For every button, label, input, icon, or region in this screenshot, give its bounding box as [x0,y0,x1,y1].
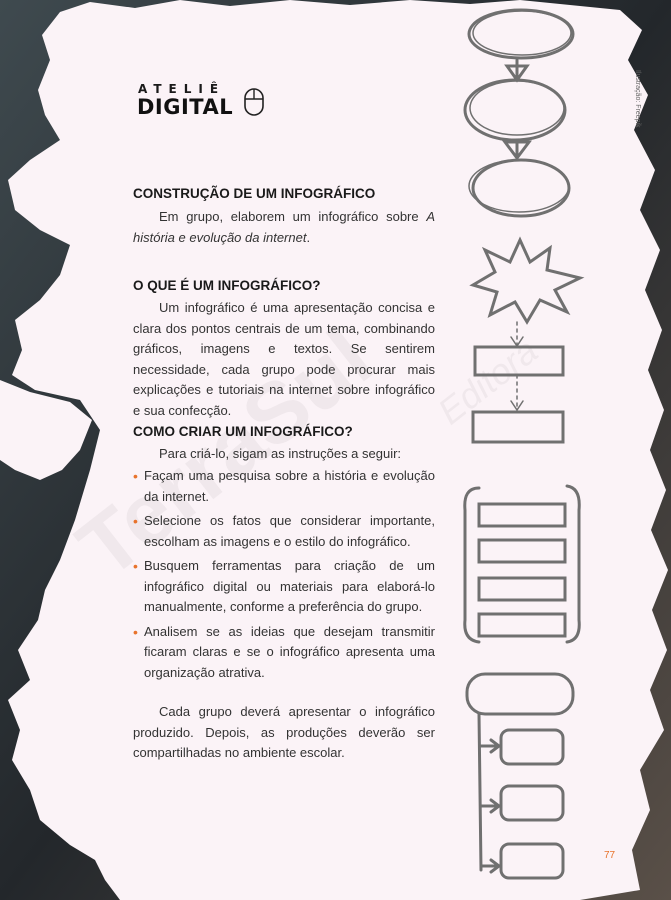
list-item [133,622,435,684]
list-item-text: Façam uma pesquisa sobre a história e evolução da internet. [144,468,435,504]
sketch-list-rect-4 [479,614,565,636]
section-paragraph-construcao [133,207,435,248]
logo-top-text: ATELIÊ [138,82,226,96]
list-item-text: Selecione os fatos que considerar importante, escolham as imagens e o estilo do infográfico. [144,513,435,549]
page-number: 77 [604,850,616,861]
bullet-dot-icon: • [133,558,138,574]
sketch-small-rect-1 [501,730,563,764]
list-item-text: Analisem se as ideias que desejam transmitir ficaram claras e se o infográfico apresenta uma organização atrativa. [144,623,435,680]
closing-paragraph [133,702,435,764]
section-paragraph-o-que-e [133,298,435,421]
sketch-small-rect-3 [501,844,563,878]
image-credit: Ilustração: Freepik [634,70,641,128]
section-heading-construcao: CONSTRUÇÃO DE UM INFOGRÁFICO [133,186,376,201]
sketch-bracket-right [567,486,579,642]
sketch-list-rect-1 [479,504,565,526]
sketch-list-rect-2 [479,540,565,562]
logo-main-text: DIGITAL [137,95,234,119]
sketch-connector [479,714,481,870]
sketch-bracket-left [465,488,479,642]
paragraph-text: Em grupo, elaborem um infográfico sobre [159,209,427,224]
flowchart-sketch-illustration [455,0,671,900]
sketch-rect-2 [473,412,563,442]
computer-mouse-icon [243,87,265,117]
sketch-starburst [473,240,580,322]
section-intro-como-criar [133,444,435,465]
list-item [133,511,435,552]
sketch-rect-1 [475,347,563,375]
bullet-dot-icon: • [133,513,138,529]
section-heading-como-criar: COMO CRIAR UM INFOGRÁFICO? [133,424,353,439]
bullet-dot-icon: • [133,468,138,484]
list-item-text: Busquem ferramentas para criação de um infográfico digital ou materiais para elaborá-lo manualmente, conforme a preferência do grupo. [144,558,435,614]
paragraph-text-end: . [306,229,311,245]
sketch-small-rect-2 [501,786,563,820]
section-heading-o-que-e: O QUE É UM INFOGRÁFICO? [133,278,321,293]
instruction-list [133,466,435,687]
paragraph-text: Um infográfico é uma apresentação concisa e clara dos pontos centrais de um tema, combinando gráficos, imagens e textos. Se sentirem necessidade, cada grupo pode procurar mais explicações e tutoriais na internet sobre infográfico e sua confecção. [133,300,435,418]
paragraph-emphasis: A história e evolução da internet [133,209,435,245]
bullet-dot-icon: • [133,623,138,640]
sketch-list-rect-3 [479,578,565,600]
intro-text: Para criá-lo, sigam as instruções a seguir: [159,446,402,461]
list-item [133,556,435,618]
list-item [133,466,435,507]
flowchart-shapes [465,10,580,878]
sketch-rounded-top [467,674,573,714]
closing-text: Cada grupo deverá apresentar o infográfico produzido. Depois, as produções deverão ser compartilhadas no ambiente escolar. [133,704,435,760]
